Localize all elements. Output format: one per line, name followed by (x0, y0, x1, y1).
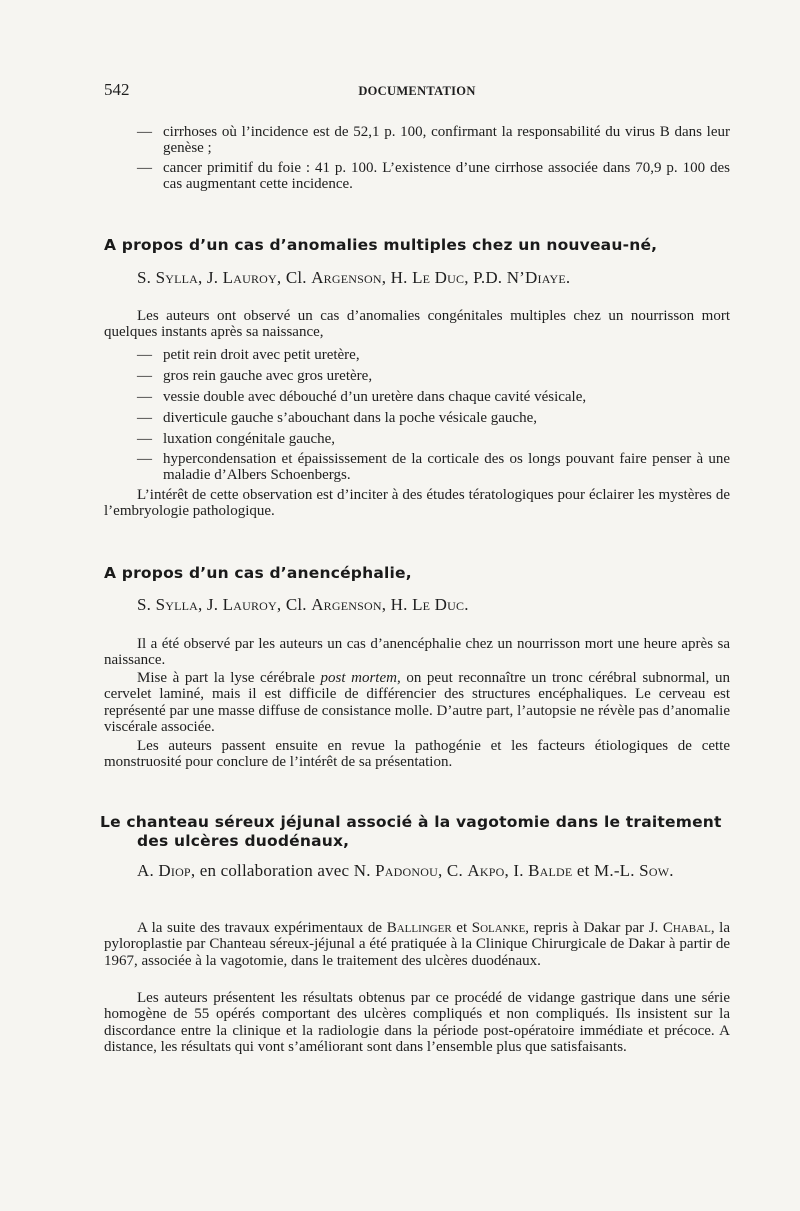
intro-list-item: cancer primitif du foie : 41 p. 100. L’existence d’une cirrhose associée dans 70,9 p. 100 des cas augmentant cette incidence. (163, 160, 730, 193)
page-number: 542 (104, 80, 130, 99)
list-item: gros rein gauche avec gros uretère, (163, 368, 373, 384)
list-item: vessie double avec débouché d’un uretère dans chaque cavité vésicale, (163, 389, 587, 405)
section-title: A propos d’un cas d’anencéphalie, (104, 564, 412, 582)
list-dash: — (137, 347, 152, 363)
paragraph: Les auteurs ont observé un cas d’anomalies congénitales multiples chez un nourrisson mort quelques instants après sa naissance, (104, 308, 730, 341)
list-item: diverticule gauche s’abouchant dans la poche vésicale gauche, (163, 410, 537, 426)
section-title: Le chanteau séreux jéjunal associé à la vagotomie dans le traitement (100, 813, 722, 831)
author-line: S. Sylla, J. Lauroy, Cl. Argenson, H. Le Duc, P.D. N’Diaye. (137, 268, 571, 287)
list-item: hypercondensation et épaississement de la corticale des os longs pouvant faire penser à une maladie d’Albers Schoenbergs. (163, 451, 730, 484)
list-dash: — (137, 368, 152, 384)
section-title-continued: des ulcères duodénaux, (137, 832, 350, 850)
paragraph: A la suite des travaux expérimentaux de Ballinger et Solanke, repris à Dakar par J. Chabal, la pyloroplastie par Chanteau séreux-jéjunal a été pratiquée à la Clinique Chirurgicale de Dakar à partir de 1967, associée à la vagotomie, dans le traitement des ulcères duodénaux. (104, 920, 730, 969)
list-item: luxation congénitale gauche, (163, 431, 336, 447)
paragraph: Il a été observé par les auteurs un cas d’anencéphalie chez un nourrisson mort une heure après sa naissance. (104, 636, 730, 669)
list-dash: — (137, 410, 152, 426)
section-title: A propos d’un cas d’anomalies multiples chez un nouveau-né, (104, 236, 658, 254)
author-line: S. Sylla, J. Lauroy, Cl. Argenson, H. Le Duc. (137, 595, 469, 614)
list-dash: — (137, 431, 152, 447)
list-item: petit rein droit avec petit uretère, (163, 347, 360, 363)
running-title: DOCUMENTATION (358, 84, 476, 98)
list-dash: — (137, 389, 152, 405)
paragraph: L’intérêt de cette observation est d’inciter à des études tératologiques pour éclairer les mystères de l’embryologie pathologique. (104, 487, 730, 520)
page-header (104, 80, 730, 104)
paragraph: Les auteurs passent ensuite en revue la pathogénie et les facteurs étiologiques de cette monstruosité pour conclure de l’intérêt de sa présentation. (104, 738, 730, 771)
list-dash: — (137, 160, 152, 176)
paragraph: Mise à part la lyse cérébrale post mortem, on peut reconnaître un tronc cérébral subnormal, un cervelet laminé, mais il est difficile de différencier des structures encéphaliques. Le cerveau est représenté par une masse diffuse de consistance molle. D’autre part, l’autopsie ne révèle pas d’anomalie viscérale associée. (104, 670, 730, 736)
list-dash: — (137, 451, 152, 467)
author-line: A. Diop, en collaboration avec N. Padonou, C. Akpo, I. Balde et M.-L. Sow. (137, 861, 674, 880)
list-dash: — (137, 124, 152, 140)
paragraph: Les auteurs présentent les résultats obtenus par ce procédé de vidange gastrique dans une série homogène de 55 opérés comportant des ulcères compliqués et non compliqués. Ils insistent sur la discordance entre la clinique et la radiologie dans la période post-opératoire immédiate et précoce. A distance, les résultats qui vont s’améliorant sont dans l’ensemble plus que satisfaisants. (104, 990, 730, 1056)
intro-list-item: cirrhoses où l’incidence est de 52,1 p. 100, confirmant la responsabilité du virus B dans leur genèse ; (163, 124, 730, 157)
